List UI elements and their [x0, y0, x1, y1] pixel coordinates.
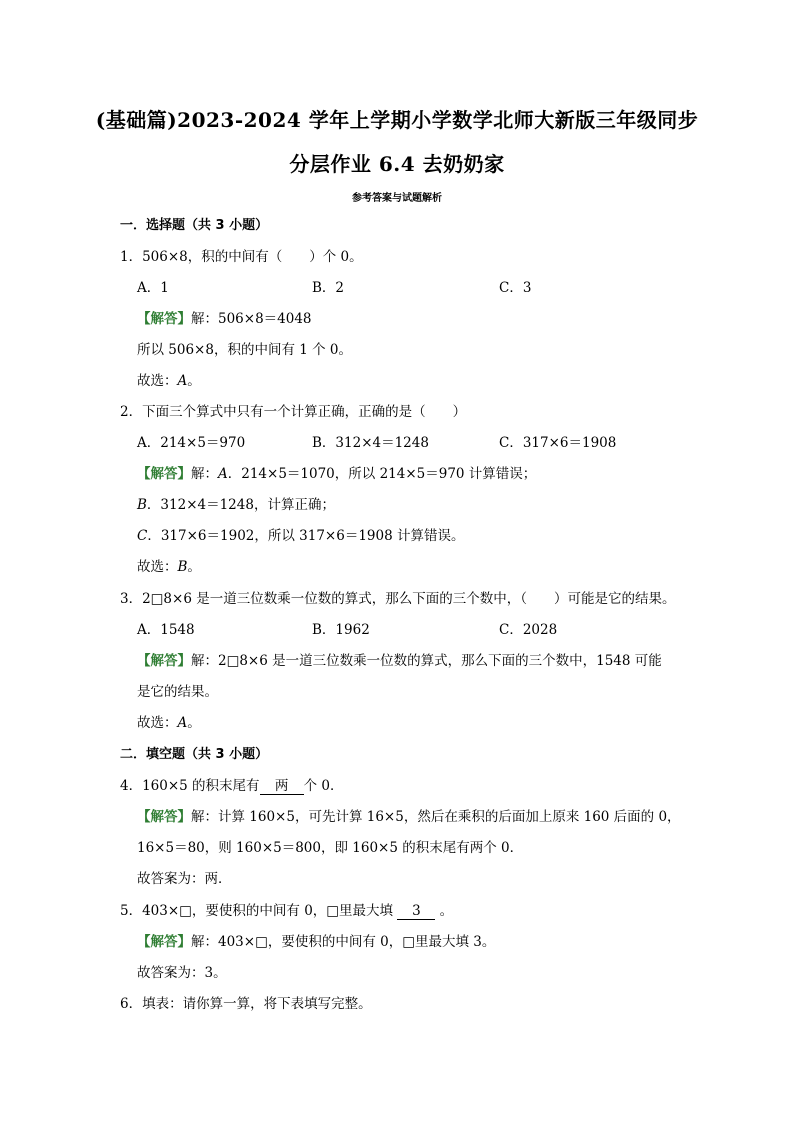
question-1-answer-line1 [137, 310, 312, 328]
answer-tag: 【解答】 [137, 311, 191, 327]
question-1-stem: 1．506×8，积的中间有（ ）个 0。 [120, 249, 363, 265]
answer-text: 解： [191, 466, 218, 482]
choice-suffix: 。 [187, 559, 201, 575]
question-5-answer-line2: 故答案为：3。 [137, 965, 227, 981]
question-2-answer-line1 [137, 465, 536, 483]
question-2-choice [137, 558, 201, 576]
answer-tag: 【解答】 [137, 653, 191, 669]
question-1-answer-line2: 所以 506×8，积的中间有 1 个 0。 [137, 342, 353, 358]
answer-text: 解：2□8×6 是一道三位数乘一位数的算式，那么下面的三个数中，1548 可能 [191, 653, 662, 669]
question-1-option-a: A．1 [137, 280, 169, 296]
choice-prefix: 故选： [137, 559, 178, 575]
document-subtitle: 参考答案与试题解析 [352, 193, 442, 204]
question-1-choice [137, 372, 201, 390]
question-6-stem: 6．填表：请你算一算，将下表填写完整。 [120, 996, 372, 1012]
answer-text: 解：计算 160×5，可先计算 16×5，然后在乘积的后面加上原来 160 后面的 0， [191, 809, 681, 825]
question-1-option-c: C．3 [499, 280, 532, 296]
answer-letter: A [218, 466, 228, 482]
question-3-choice [137, 714, 201, 732]
answer-text: ．312×4＝1248，计算正确； [146, 497, 335, 513]
question-1-option-b: B．2 [312, 280, 345, 296]
question-5-answer-line1 [137, 933, 495, 951]
choice-prefix: 故选： [137, 715, 178, 731]
question-4-answer-line2: 16×5＝80，则 160×5＝800，即 160×5 的积末尾有两个 0． [137, 840, 524, 856]
stem-text: 5．403×□，要使积的中间有 0，□里最大填 [120, 903, 394, 919]
answer-tag: 【解答】 [137, 809, 191, 825]
question-2-option-c: C．317×6＝1908 [499, 435, 617, 451]
answer-text: 解：506×8＝4048 [191, 311, 312, 327]
answer-tag: 【解答】 [137, 466, 191, 482]
question-5-stem [120, 902, 453, 920]
choice-suffix: 。 [187, 715, 201, 731]
stem-text: 4．160×5 的积末尾有 [120, 778, 260, 794]
stem-text: 。 [439, 903, 454, 919]
answer-text: 解：403×□，要使积的中间有 0，□里最大填 3。 [191, 934, 496, 950]
question-3-option-a: A．1548 [137, 622, 195, 638]
document-title-line1: (基础篇)2023-2024 学年上学期小学数学北师大新版三年级同步 [95, 108, 699, 132]
question-2-answer-line3 [137, 527, 464, 545]
question-4-stem [120, 777, 343, 795]
question-2-answer-line2 [137, 496, 335, 514]
section-heading-fill: 二．填空题（共 3 小题） [120, 747, 269, 762]
question-3-answer-line1 [137, 652, 662, 670]
answer-tag: 【解答】 [137, 934, 191, 950]
document-title-line2: 分层作业 6.4 去奶奶家 [289, 152, 505, 176]
answer-blank: 3 [397, 903, 435, 920]
stem-text: 个 0． [303, 778, 344, 794]
question-4-answer-line3: 故答案为：两． [137, 871, 232, 887]
choice-prefix: 故选： [137, 373, 178, 389]
question-3-stem: 3．2□8×6 是一道三位数乘一位数的算式，那么下面的三个数中，（ ）可能是它的结果。 [120, 591, 676, 607]
choice-letter: A [177, 373, 188, 389]
question-2-option-a: A．214×5＝970 [137, 435, 246, 451]
question-3-option-c: C．2028 [499, 622, 558, 638]
question-2-stem: 2．下面三个算式中只有一个计算正确，正确的是（ ） [120, 404, 467, 420]
answer-blank: 两 [260, 778, 304, 795]
question-3-option-b: B．1962 [312, 622, 370, 638]
answer-text: ．214×5＝1070，所以 214×5＝970 计算错误； [227, 466, 537, 482]
question-4-answer-line1 [137, 808, 681, 826]
choice-letter: A [177, 715, 188, 731]
answer-text: ．317×6＝1902，所以 317×6＝1908 计算错误。 [147, 528, 465, 544]
choice-letter: B [177, 559, 188, 575]
section-heading-choice: 一．选择题（共 3 小题） [120, 218, 269, 233]
answer-letter: B [137, 497, 147, 513]
question-2-option-b: B．312×4＝1248 [312, 435, 429, 451]
question-3-answer-line2: 是它的结果。 [137, 684, 218, 700]
answer-letter: C [137, 528, 148, 544]
choice-suffix: 。 [187, 373, 201, 389]
